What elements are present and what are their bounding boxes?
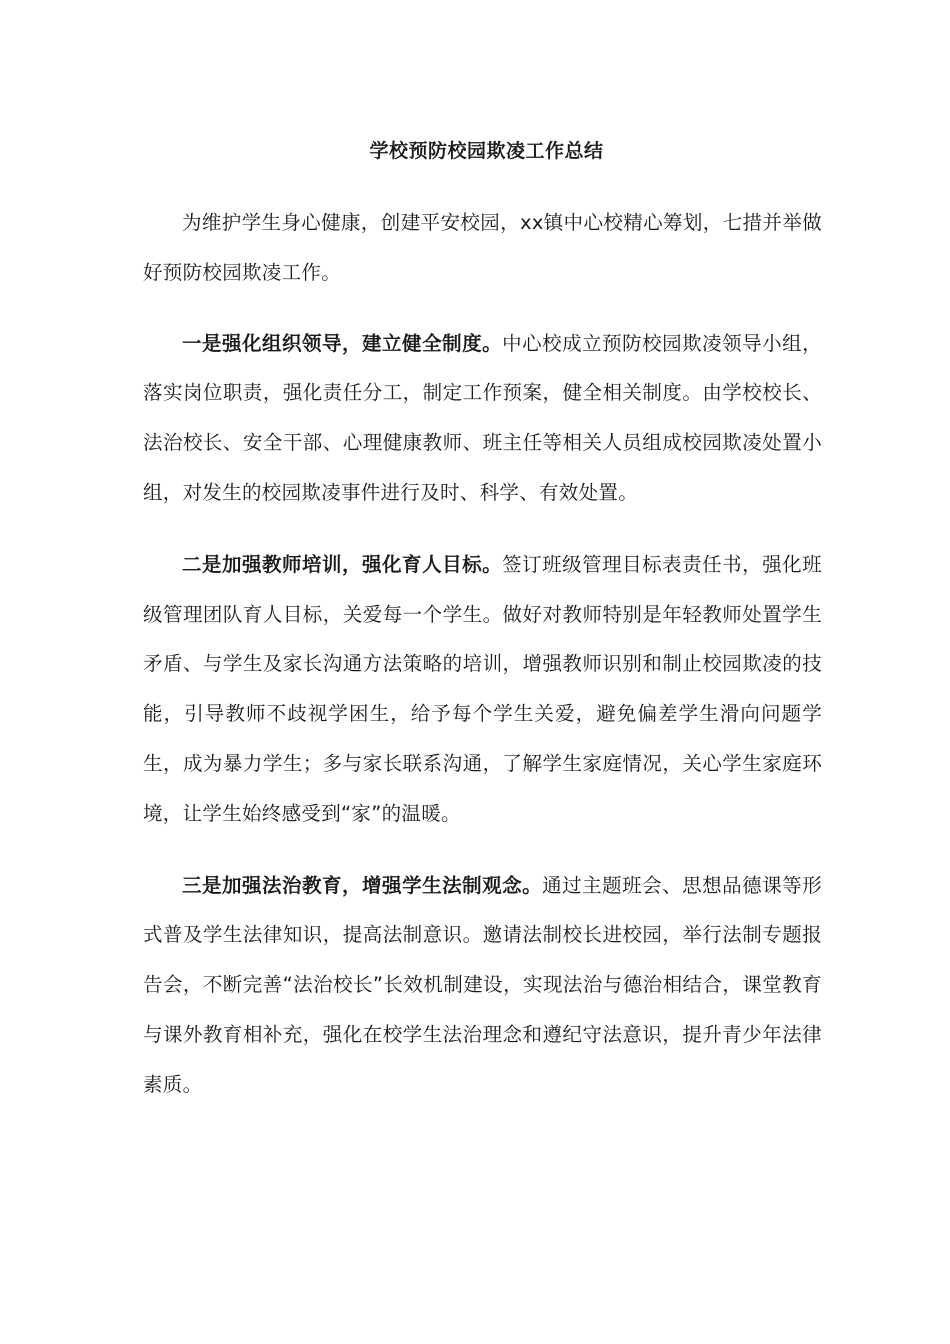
section-1-body: 中心校成立预防校园欺凌领导小组，落实岗位职责，强化责任分工，制定工作预案，健全相关制度。由学校校长、法治校长、安全干部、心理健康教师、班主任等相关人员组成校园欺凌处置小组，对发生的校园欺凌事件进行及时、科学、有效处置。 xyxy=(143,331,822,504)
section-2-body: 签订班级管理目标表责任书，强化班级管理团队育人目标，关爱每一个学生。做好对教师特别是年轻教师处置学生矛盾、与学生及家长沟通方法策略的培训，增强教师识别和制止校园欺凌的技能，引导教师不歧视学困生，给予每个学生关爱，避免偏差学生滑向问题学生，成为暴力学生；多与家长联系沟通，了解学生家庭情况，关心学生家庭环境，让学生始终感受到“家”的温暖。 xyxy=(143,552,822,825)
section-1-lead: 一是强化组织领导，建立健全制度。 xyxy=(182,331,503,355)
section-2-lead: 二是加强教师培训，强化育人目标。 xyxy=(182,552,503,576)
section-3-lead: 三是加强法治教育，增强学生法制观念。 xyxy=(182,873,543,897)
section-3-body: 通过主题班会、思想品德课等形式普及学生法律知识，提高法制意识。邀请法制校长进校园，举行法制专题报告会，不断完善“法治校长”长效机制建设，实现法治与德治相结合，课堂教育与课外教育相补充，强化在校学生法治理念和遵纪守法意识，提升青少年法律素质。 xyxy=(143,873,823,1096)
document-title: 学校预防校园欺凌工作总结 xyxy=(369,140,604,162)
intro-paragraph: 为维护学生身心健康，创建平安校园，xx镇中心校精心筹划，七措并举做好预防校园欺凌工作。 xyxy=(143,211,822,284)
section-paragraph-2 xyxy=(143,540,822,839)
section-paragraph-3 xyxy=(143,861,822,1110)
section-paragraph-1 xyxy=(143,319,822,518)
